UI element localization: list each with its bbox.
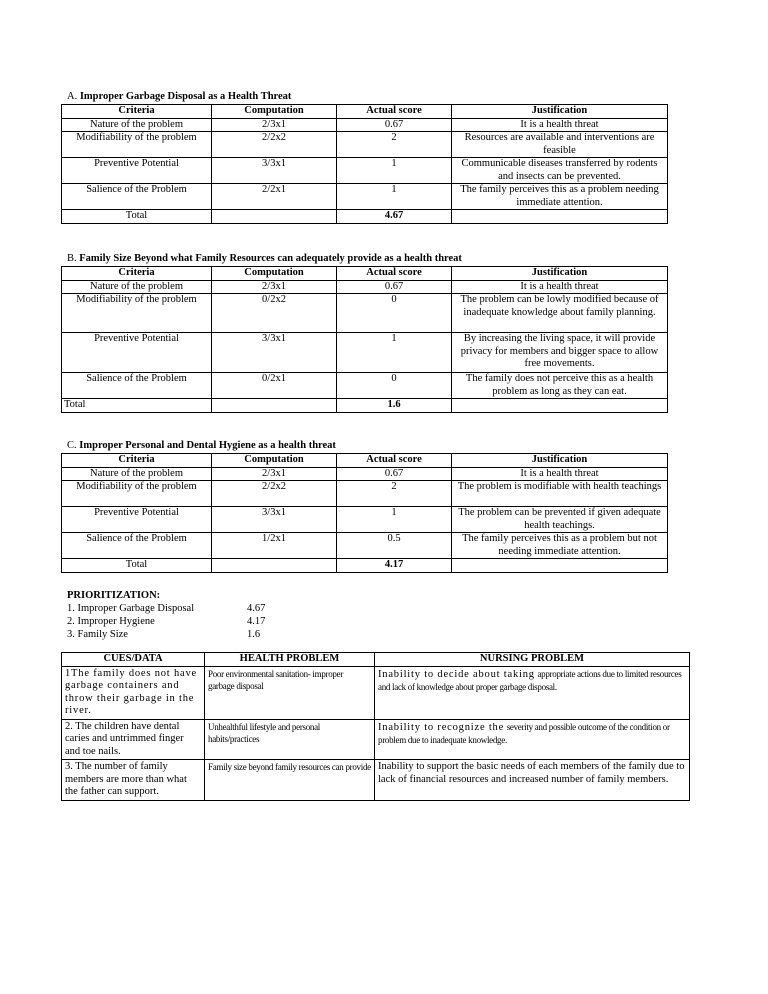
table-row (62, 533, 668, 559)
header-justification: Justification (452, 454, 668, 468)
cues-cell: 2. The children have dental caries and untrimmed finger and toe nails. (62, 719, 205, 760)
header-computation: Computation (212, 454, 337, 468)
cues-cell: 3. The number of family members are more than what the father can support. (62, 760, 205, 801)
table-row (62, 280, 668, 294)
score-cell: 1 (337, 333, 452, 373)
computation-cell: 0/2x2 (212, 294, 337, 333)
section-b-title (67, 253, 462, 265)
justification-cell: It is a health threat (452, 118, 668, 132)
section-a-table (61, 104, 668, 224)
score-cell: 2 (337, 481, 452, 507)
score-cell: 1 (337, 507, 452, 533)
justification-cell: The family perceives this as a problem but not needing immediate attention. (452, 533, 668, 559)
justification-cell: The problem can be lowly modified because of inadequate knowledge about family planning. (452, 294, 668, 333)
header-justification: Justification (452, 267, 668, 281)
criteria-cell: Preventive Potential (62, 158, 212, 184)
score-cell: 0.67 (337, 118, 452, 132)
nursing-problem-text: Inability to decide about taking (378, 668, 535, 680)
section-c-heading: Improper Personal and Dental Hygiene as a health threat (79, 440, 336, 451)
total-row (62, 399, 668, 413)
criteria-cell: Nature of the problem (62, 280, 212, 294)
section-b-table (61, 266, 668, 413)
table-header-row (62, 267, 668, 281)
total-label: Total (62, 559, 212, 573)
prioritization-heading: PRIORITIZATION: (67, 590, 161, 601)
table-row (62, 467, 668, 481)
score-cell: 0.67 (337, 467, 452, 481)
section-b-heading: Family Size Beyond what Family Resources can adequately provide as a health threat (79, 253, 462, 264)
criteria-cell: Preventive Potential (62, 507, 212, 533)
header-actual-score: Actual score (337, 454, 452, 468)
total-label: Total (62, 210, 212, 224)
computation-cell: 3/3x1 (212, 333, 337, 373)
computation-cell: 2/2x2 (212, 481, 337, 507)
criteria-cell: Salience of the Problem (62, 533, 212, 559)
table-row (62, 333, 668, 373)
list-item (67, 602, 265, 615)
table-row (62, 666, 690, 719)
section-c-letter: C. (67, 440, 77, 451)
computation-cell: 2/3x1 (212, 118, 337, 132)
score-cell: 2 (337, 132, 452, 158)
computation-cell: 2/2x2 (212, 132, 337, 158)
table-header-row (62, 454, 668, 468)
section-c-table (61, 453, 668, 573)
nursing-problem-text: Inability to recognize the (378, 721, 505, 733)
score-cell: 0 (337, 294, 452, 333)
justification-cell: The family does not perceive this as a health problem as long as they can eat. (452, 373, 668, 399)
total-value: 4.67 (337, 210, 452, 224)
total-label: Total (62, 399, 212, 413)
criteria-cell: Modifiability of the problem (62, 132, 212, 158)
computation-cell: 1/2x1 (212, 533, 337, 559)
total-value: 1.6 (337, 399, 452, 413)
cues-cell: 1The family does not have garbage containers and throw their garbage in the river. (62, 666, 205, 719)
section-a-heading: Improper Garbage Disposal as a Health Threat (79, 91, 292, 102)
header-cues-data: CUES/DATA (62, 653, 205, 667)
computation-cell: 3/3x1 (212, 158, 337, 184)
justification-cell (452, 399, 668, 413)
priority-score: 4.17 (247, 616, 266, 627)
criteria-cell: Salience of the Problem (62, 373, 212, 399)
header-actual-score: Actual score (337, 267, 452, 281)
section-a-title (67, 91, 291, 103)
criteria-cell: Salience of the Problem (62, 184, 212, 210)
nursing-problem-text: Inability to support the basic needs of each members of the family due to lack of financial resources and increased number of family members. (378, 761, 685, 785)
table-header-row (62, 105, 668, 119)
table-row (62, 184, 668, 210)
nursing-problem-cell (375, 760, 690, 801)
total-row (62, 559, 668, 573)
list-item (67, 615, 265, 628)
table-header-row (62, 653, 690, 667)
nursing-problem-detail: severity and possible outcome of the condition or problem due to inadequate knowledge. (378, 721, 670, 745)
header-computation: Computation (212, 105, 337, 119)
score-cell: 0 (337, 373, 452, 399)
justification-cell: Communicable diseases transferred by rodents and insects can be prevented. (452, 158, 668, 184)
justification-cell: It is a health threat (452, 280, 668, 294)
health-problem-cell: Poor environmental sanitation- improper garbage disposal (205, 666, 375, 719)
nursing-problem-table (61, 652, 690, 801)
justification-cell: The family perceives this as a problem needing immediate attention. (452, 184, 668, 210)
table-row (62, 118, 668, 132)
table-row (62, 481, 668, 507)
computation-cell: 2/2x1 (212, 184, 337, 210)
table-row (62, 507, 668, 533)
total-row (62, 210, 668, 224)
section-a-letter: A. (67, 91, 78, 102)
justification-cell: Resources are available and interventions are feasible (452, 132, 668, 158)
computation-cell: 2/3x1 (212, 467, 337, 481)
table-row (62, 373, 668, 399)
computation-cell (212, 559, 337, 573)
priority-name: 3. Family Size (67, 629, 128, 640)
computation-cell: 0/2x1 (212, 373, 337, 399)
priority-name: 1. Improper Garbage Disposal (67, 603, 195, 614)
header-actual-score: Actual score (337, 105, 452, 119)
header-criteria: Criteria (62, 454, 212, 468)
justification-cell: By increasing the living space, it will provide privacy for members and bigger space to allow free movements. (452, 333, 668, 373)
criteria-cell: Preventive Potential (62, 333, 212, 373)
criteria-cell: Nature of the problem (62, 118, 212, 132)
priority-name: 2. Improper Hygiene (67, 616, 155, 627)
header-justification: Justification (452, 105, 668, 119)
prioritization (67, 589, 265, 641)
nursing-problem-cell (375, 666, 690, 719)
header-health-problem: HEALTH PROBLEM (205, 653, 375, 667)
score-cell: 0.67 (337, 280, 452, 294)
justification-cell: It is a health threat (452, 467, 668, 481)
table-row (62, 719, 690, 760)
priority-score: 1.6 (247, 629, 261, 640)
criteria-cell: Modifiability of the problem (62, 481, 212, 507)
table-row (62, 132, 668, 158)
justification-cell (452, 210, 668, 224)
list-item (67, 628, 265, 641)
header-criteria: Criteria (62, 267, 212, 281)
nursing-problem-cell (375, 719, 690, 760)
score-cell: 1 (337, 158, 452, 184)
table-row (62, 158, 668, 184)
computation-cell: 3/3x1 (212, 507, 337, 533)
nursing-problem-detail: appropriate actions due to limited resources and lack of knowledge about proper garbage disposal. (378, 668, 682, 692)
priority-score: 4.67 (247, 603, 266, 614)
computation-cell: 2/3x1 (212, 280, 337, 294)
health-problem-cell: Family size beyond family resources can provide (205, 760, 375, 801)
header-nursing-problem: NURSING PROBLEM (375, 653, 690, 667)
table-row (62, 294, 668, 333)
justification-cell (452, 559, 668, 573)
section-c-title (67, 440, 336, 452)
criteria-cell: Modifiability of the problem (62, 294, 212, 333)
header-criteria: Criteria (62, 105, 212, 119)
score-cell: 1 (337, 184, 452, 210)
total-value: 4.17 (337, 559, 452, 573)
justification-cell: The problem is modifiable with health teachings (452, 481, 668, 507)
section-b-letter: B. (67, 253, 77, 264)
criteria-cell: Nature of the problem (62, 467, 212, 481)
score-cell: 0.5 (337, 533, 452, 559)
computation-cell (212, 399, 337, 413)
computation-cell (212, 210, 337, 224)
health-problem-cell: Unhealthful lifestyle and personal habits/practices (205, 719, 375, 760)
table-row (62, 760, 690, 801)
header-computation: Computation (212, 267, 337, 281)
justification-cell: The problem can be prevented if given adequate health teachings. (452, 507, 668, 533)
